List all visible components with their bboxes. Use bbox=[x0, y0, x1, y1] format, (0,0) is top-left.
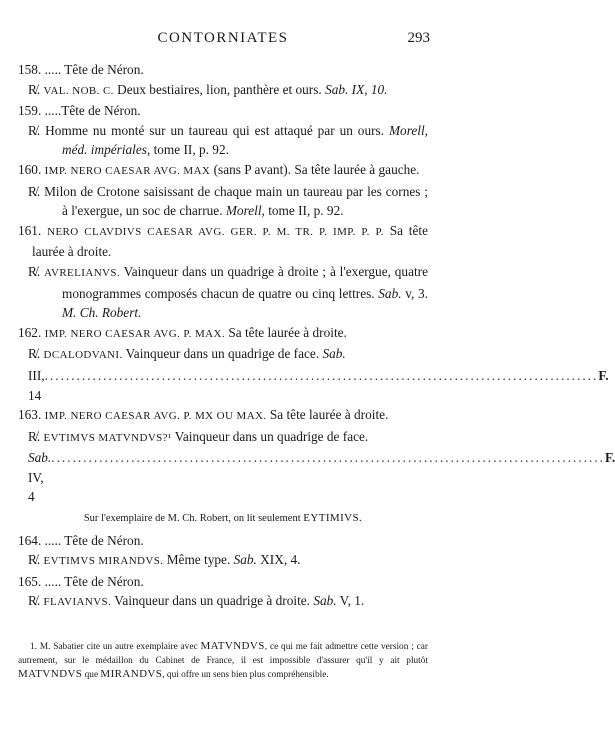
reference: Sab. bbox=[233, 552, 257, 568]
reference: Sab. bbox=[378, 285, 402, 301]
note-text: Sur l'exemplaire de M. Ch. Robert, on lit seulement bbox=[83, 513, 301, 525]
entry-162-leader-line bbox=[18, 366, 609, 405]
reverse-legend: VAL. NOB. C. bbox=[43, 84, 114, 97]
reference-detail: XIX, 4. bbox=[256, 552, 301, 568]
footnote bbox=[18, 640, 428, 683]
reverse-legend: DCALODVANI. bbox=[43, 349, 123, 362]
entry-163-reverse bbox=[18, 427, 428, 449]
reference-detail: tome II, p. 92. bbox=[264, 203, 344, 219]
catalogue-body bbox=[18, 60, 615, 613]
entry-161-obverse bbox=[18, 221, 428, 262]
footnote-text: , ce qui me fait admettre cette version ; car autrement, sur le médaillon du Cabinet de France, il est impossible d'assurer qu'il y ait plutôt bbox=[18, 642, 428, 666]
reference-detail: III, 14 bbox=[28, 367, 45, 403]
rarity-mark: F. bbox=[598, 367, 609, 383]
entry-163-leader-line bbox=[18, 448, 615, 507]
note-legend: EYTIMIVS. bbox=[303, 512, 363, 525]
reverse-mark: R̸. bbox=[28, 428, 41, 444]
entry-number: 162. bbox=[18, 324, 42, 340]
reverse-description: Vainqueur dans un quadrige à droite ; à l'exergue, quatre monogrammes composés chacun de quatre ou cinq lettres. bbox=[62, 263, 428, 301]
entry-number: 163. bbox=[18, 407, 42, 423]
entry-163-obverse bbox=[18, 405, 428, 427]
collection: M. Ch. Robert. bbox=[62, 305, 142, 321]
entry-159-reverse bbox=[18, 121, 428, 160]
obverse-description: Sa tête laurée à droite. bbox=[266, 407, 389, 423]
obverse-legend: IMP. NERO CAESAR AVG. P. MX OU MAX. bbox=[44, 410, 267, 423]
reference: Morell, méd. impériales bbox=[62, 122, 428, 158]
obverse-legend: NERO CLAVDIVS CAESAR AVG. GER. P. M. TR. P. IMP. P. P. bbox=[47, 225, 384, 238]
reverse-legend: EVTIMVS MIRANDVS. bbox=[43, 555, 164, 568]
obverse-description: (sans P avant). Sa tête laurée à gauche. bbox=[210, 161, 420, 177]
reverse-description: Homme nu monté sur un taureau qui est attaqué par un ours. bbox=[40, 122, 389, 138]
footnote-text: que bbox=[82, 670, 101, 680]
reverse-legend: AVRELIANVS. bbox=[44, 266, 121, 279]
reverse-description: Milon de Crotone saisissant de chaque main un taureau par les cornes ; à l'exergue, un soc de charrue. bbox=[40, 183, 428, 219]
reverse-description: Même type. bbox=[163, 552, 234, 568]
entry-160-reverse bbox=[18, 182, 428, 221]
footnote-legend: MIRANDVS bbox=[100, 668, 163, 680]
footnote-legend: MATVNDVS bbox=[200, 640, 265, 652]
reference: Sab. IX, 10. bbox=[325, 81, 388, 97]
obverse-description: Sa tête laurée à droite. bbox=[32, 222, 428, 260]
obverse-legend: IMP. NERO CAESAR AVG. MAX bbox=[44, 164, 211, 177]
reference-detail: V, 1. bbox=[336, 593, 365, 609]
reference-detail: v, 3. bbox=[401, 285, 428, 301]
reverse-mark: R̸. bbox=[28, 183, 41, 199]
reference: Sab. bbox=[313, 593, 337, 609]
reverse-mark: R̸. bbox=[28, 263, 41, 279]
reverse-mark: R̸. bbox=[28, 81, 41, 97]
page-number: 293 bbox=[407, 30, 430, 46]
footnote-text: 1. M. Sabatier cite un autre exemplaire avec bbox=[30, 642, 201, 652]
entry-162-reverse bbox=[18, 344, 428, 366]
reverse-description: Vainqueur dans un quadrige de face. bbox=[171, 428, 369, 444]
reverse-legend: EVTIMVS MATVNDVS?¹ bbox=[43, 431, 172, 444]
dot-leader: ........................................................................................................ bbox=[51, 450, 605, 466]
reverse-mark: R̸. bbox=[28, 593, 41, 609]
entry-160-obverse bbox=[18, 160, 428, 182]
running-header bbox=[0, 30, 446, 50]
reference-line bbox=[28, 448, 51, 507]
entry-165-obverse: 165. ..... Tête de Néron. bbox=[18, 573, 144, 589]
reference: Sab. bbox=[28, 450, 52, 466]
footnote-text: , qui offre un sens bien plus compréhensible. bbox=[162, 670, 329, 680]
obverse-legend: IMP. NERO CAESAR AVG. P. MAX. bbox=[44, 327, 226, 340]
reference-detail: , tome II, p. 92. bbox=[146, 142, 229, 158]
entry-163-note bbox=[18, 509, 428, 529]
entry-165-reverse bbox=[18, 591, 428, 613]
reverse-mark: R̸. bbox=[28, 122, 41, 138]
entry-number: 160. bbox=[18, 161, 42, 177]
rarity-mark: F. bbox=[605, 450, 615, 466]
page-title: CONTORNIATES bbox=[157, 30, 289, 46]
obverse-description: Sa tête laurée à droite. bbox=[225, 324, 347, 340]
footnote-legend: MATVNDVS bbox=[18, 668, 83, 680]
reverse-description: Vainqueur dans un quadrige à droite. bbox=[111, 593, 314, 609]
entry-158-reverse bbox=[18, 80, 428, 102]
entry-162-obverse bbox=[18, 323, 428, 345]
reference: Morell, bbox=[225, 203, 265, 219]
reverse-description: Vainqueur dans un quadrige de face. bbox=[122, 346, 323, 362]
entry-159-obverse: 159. .....Tête de Néron. bbox=[18, 103, 141, 119]
entry-158-obverse: 158. ..... Tête de Néron. bbox=[18, 62, 144, 77]
entry-164-obverse: 164. ..... Tête de Néron. bbox=[18, 532, 144, 548]
reverse-legend: FLAVIANVS. bbox=[43, 596, 112, 609]
reverse-description: Deux bestiaires, lion, panthère et ours. bbox=[113, 81, 322, 97]
entry-164-reverse bbox=[18, 550, 428, 572]
reference: Sab. bbox=[322, 346, 346, 362]
dot-leader: ........................................................................................................ bbox=[44, 367, 599, 383]
reverse-mark: R̸. bbox=[28, 552, 41, 568]
entry-161-reverse bbox=[18, 262, 428, 323]
reverse-mark: R̸. bbox=[28, 346, 41, 362]
reference-detail: IV, 4 bbox=[28, 469, 44, 505]
entry-number: 161. bbox=[18, 222, 42, 238]
